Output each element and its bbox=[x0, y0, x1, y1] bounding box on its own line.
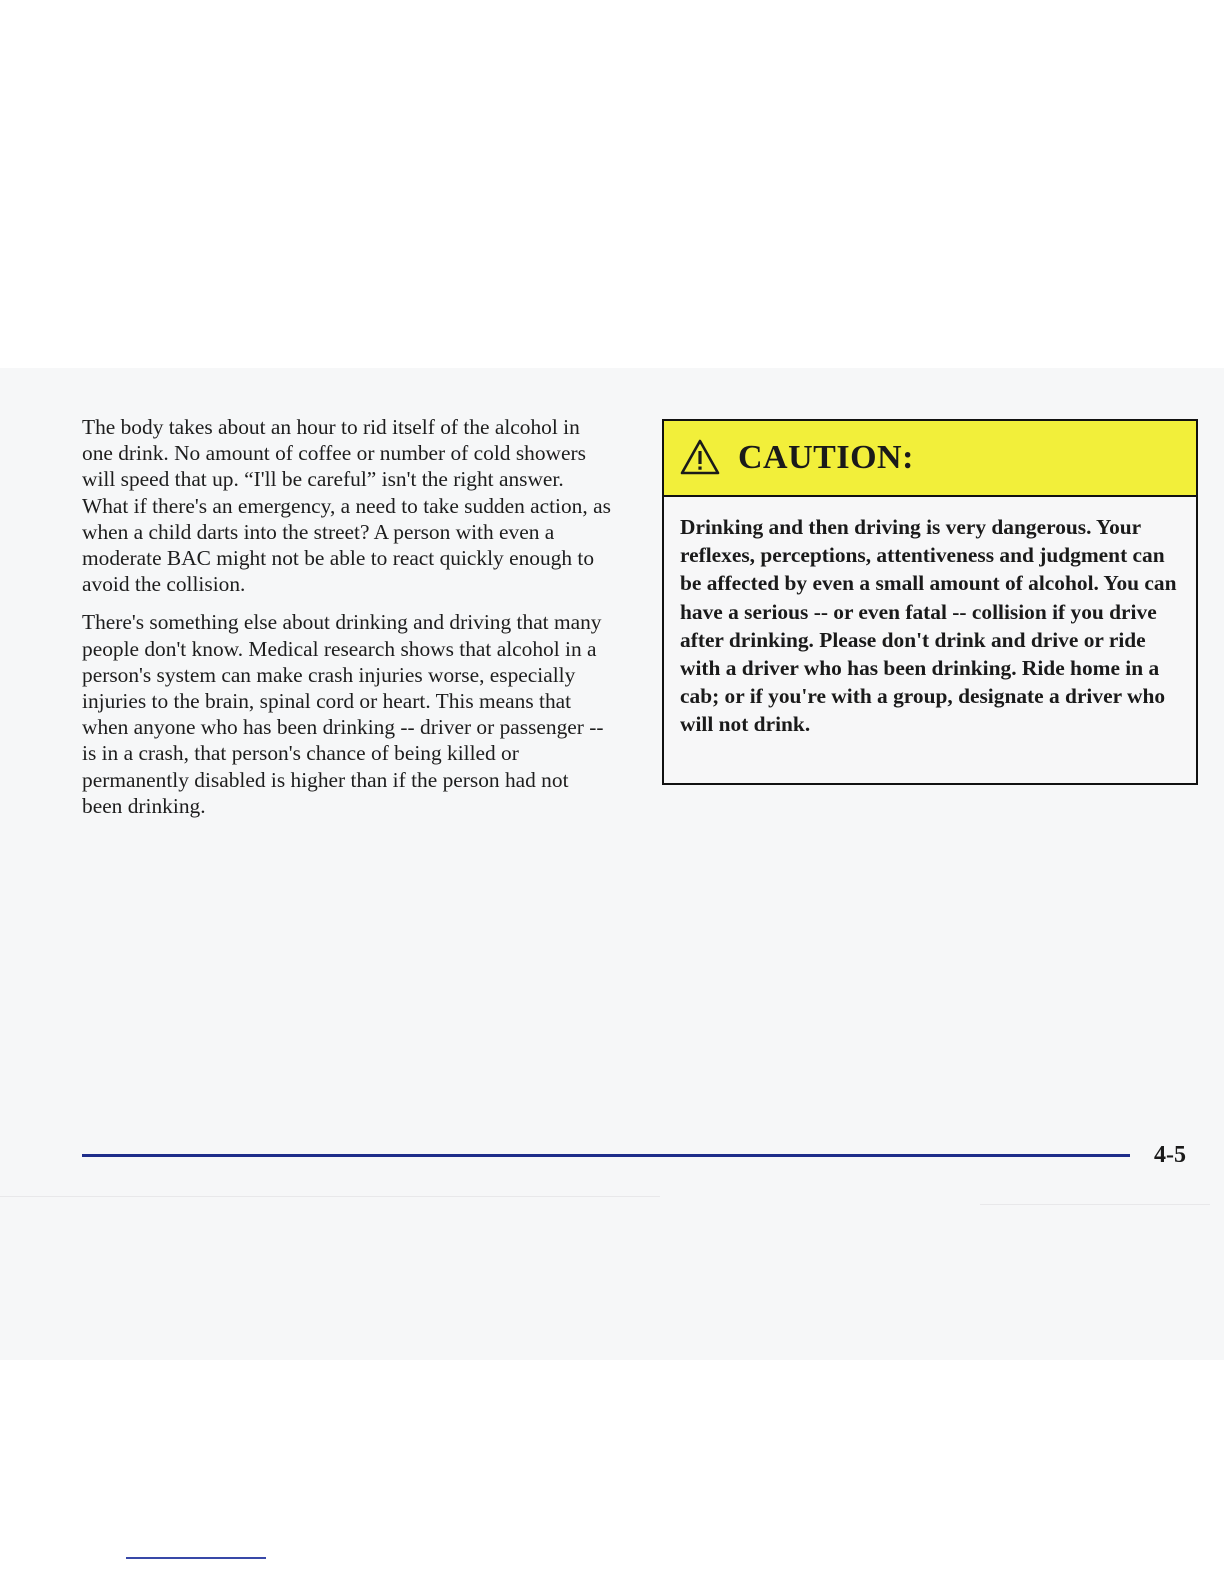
caution-box bbox=[662, 419, 1198, 785]
footer-rule bbox=[82, 1154, 1130, 1157]
scan-artifact-line bbox=[980, 1204, 1210, 1205]
caution-title: CAUTION: bbox=[738, 439, 914, 476]
caution-header bbox=[664, 421, 1196, 497]
scan-artifact-mark bbox=[126, 1557, 266, 1559]
warning-triangle-icon bbox=[680, 439, 720, 475]
paragraph-alcohol-elimination: The body takes about an hour to rid itself of the alcohol in one drink. No amount of coffee or number of cold showers will speed that up. “I'll be careful” isn't the right answer. What if there's an emergency, a need to take sudden action, as when a child darts into the street? A person with even a moderate BAC might not be able to react quickly enough to avoid the collision. bbox=[82, 415, 611, 597]
caution-text: Drinking and then driving is very dangerous. Your reflexes, perceptions, attentiveness and judgment can be affected by even a small amount of alcohol. You can have a serious -- or even fatal -- collision if you drive after drinking. Please don't drink and drive or ride with a driver who has been drinking. Ride home in a cab; or if you're with a group, designate a driver who will not drink. bbox=[680, 515, 1177, 737]
body-text-column bbox=[82, 414, 614, 831]
scan-artifact-line bbox=[0, 1196, 660, 1197]
paragraph-crash-injuries: There's something else about drinking and driving that many people don't know. Medical research shows that alcohol in a person's system can make crash injuries worse, especially injuries to the brain, spinal cord or heart. This means that when anyone who has been drinking -- driver or passenger -- is in a crash, that person's chance of being killed or permanently disabled is higher than if the person had not been drinking. bbox=[82, 610, 604, 818]
page-number: 4-5 bbox=[1154, 1142, 1186, 1168]
